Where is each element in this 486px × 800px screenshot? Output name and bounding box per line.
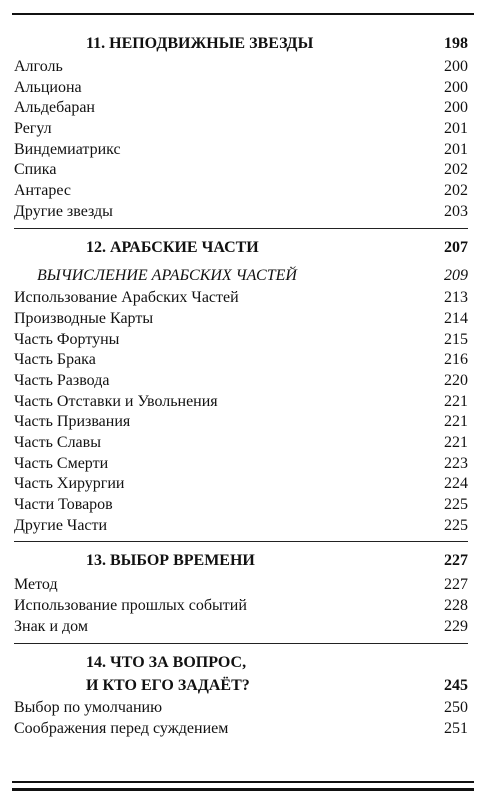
entry-title: Часть Фортуны bbox=[14, 331, 120, 348]
toc-entry[interactable] bbox=[14, 516, 468, 536]
entry-page: 214 bbox=[444, 310, 468, 327]
toc-entry[interactable] bbox=[14, 454, 468, 474]
entry-title: Алголь bbox=[14, 58, 63, 75]
section-page: 245 bbox=[444, 677, 468, 694]
top-rule bbox=[12, 13, 474, 15]
entry-page: 224 bbox=[444, 475, 468, 492]
entry-title: Другие Части bbox=[14, 517, 108, 534]
entry-page: 250 bbox=[444, 699, 468, 716]
toc-entry[interactable] bbox=[14, 330, 468, 350]
entry-title: Часть Смерти bbox=[14, 455, 109, 472]
section-title: 12. АРАБСКИЕ ЧАСТИ bbox=[86, 239, 259, 256]
toc-entry[interactable] bbox=[14, 160, 468, 180]
entry-title: Регул bbox=[14, 120, 52, 137]
entry-page: 200 bbox=[444, 79, 468, 96]
entry-page: 229 bbox=[444, 618, 468, 635]
entry-page: 223 bbox=[444, 455, 468, 472]
toc-entry[interactable] bbox=[14, 474, 468, 494]
toc-entry[interactable] bbox=[14, 596, 468, 616]
entry-page: 221 bbox=[444, 434, 468, 451]
section-divider bbox=[14, 541, 468, 542]
toc-entry[interactable] bbox=[14, 202, 468, 222]
section-page: 198 bbox=[444, 35, 468, 52]
entry-page: 200 bbox=[444, 58, 468, 75]
toc-entry[interactable] bbox=[14, 575, 468, 595]
section-title: 13. ВЫБОР ВРЕМЕНИ bbox=[86, 552, 255, 569]
section-heading-line2[interactable] bbox=[14, 676, 468, 696]
entry-title: Использование Арабских Частей bbox=[14, 289, 239, 306]
section-heading[interactable] bbox=[14, 34, 468, 54]
section-heading[interactable] bbox=[14, 551, 468, 571]
entry-title: Часть Отставки и Увольнения bbox=[14, 393, 218, 410]
entry-page: 220 bbox=[444, 372, 468, 389]
bottom-rule-thin bbox=[12, 781, 474, 783]
entry-title: Выбор по умолчанию bbox=[14, 699, 163, 716]
entry-page: 202 bbox=[444, 182, 468, 199]
entry-title: Часть Призвания bbox=[14, 413, 131, 430]
section-divider bbox=[14, 643, 468, 644]
entry-title: Альциона bbox=[14, 79, 82, 96]
entry-title: Знак и дом bbox=[14, 618, 88, 635]
toc-entry[interactable] bbox=[14, 495, 468, 515]
entry-title: Части Товаров bbox=[14, 496, 113, 513]
entry-page: 251 bbox=[444, 720, 468, 737]
toc-entry[interactable] bbox=[14, 78, 468, 98]
toc-subheading[interactable] bbox=[14, 266, 468, 286]
entry-title: Часть Брака bbox=[14, 351, 96, 368]
entry-page: 228 bbox=[444, 597, 468, 614]
toc-entry[interactable] bbox=[14, 698, 468, 718]
entry-page: 221 bbox=[444, 413, 468, 430]
entry-title: Часть Развода bbox=[14, 372, 110, 389]
subheading-title: ВЫЧИСЛЕНИЕ АРАБСКИХ ЧАСТЕЙ bbox=[37, 267, 297, 284]
entry-page: 201 bbox=[444, 120, 468, 137]
section-title: 11. НЕПОДВИЖНЫЕ ЗВЕЗДЫ bbox=[86, 35, 314, 52]
entry-title: Часть Хирургии bbox=[14, 475, 125, 492]
entry-page: 225 bbox=[444, 517, 468, 534]
entry-title: Антарес bbox=[14, 182, 72, 199]
entry-title: Использование прошлых событий bbox=[14, 597, 247, 614]
toc-entry[interactable] bbox=[14, 181, 468, 201]
section-page: 207 bbox=[444, 239, 468, 256]
toc-entry[interactable] bbox=[14, 350, 468, 370]
section-heading-line1[interactable] bbox=[14, 653, 468, 673]
entry-page: 225 bbox=[444, 496, 468, 513]
toc-entry[interactable] bbox=[14, 57, 468, 77]
entry-page: 201 bbox=[444, 141, 468, 158]
entry-page: 216 bbox=[444, 351, 468, 368]
toc-entry[interactable] bbox=[14, 140, 468, 160]
section-title-continued: И КТО ЕГО ЗАДАЁТ? bbox=[86, 677, 250, 694]
entry-title: Другие звезды bbox=[14, 203, 113, 220]
bottom-rule-thick bbox=[12, 788, 474, 791]
entry-page: 215 bbox=[444, 331, 468, 348]
toc-entry[interactable] bbox=[14, 371, 468, 391]
toc-entry[interactable] bbox=[14, 309, 468, 329]
entry-title: Альдебаран bbox=[14, 99, 95, 116]
entry-title: Виндемиатрикс bbox=[14, 141, 121, 158]
entry-page: 203 bbox=[444, 203, 468, 220]
entry-title: Производные Карты bbox=[14, 310, 154, 327]
toc-entry[interactable] bbox=[14, 433, 468, 453]
entry-title: Часть Славы bbox=[14, 434, 101, 451]
section-page: 227 bbox=[444, 552, 468, 569]
entry-title: Спика bbox=[14, 161, 57, 178]
toc-entry[interactable] bbox=[14, 98, 468, 118]
toc-entry[interactable] bbox=[14, 617, 468, 637]
section-heading[interactable] bbox=[14, 238, 468, 258]
subheading-page: 209 bbox=[444, 267, 468, 284]
entry-title: Соображения перед суждением bbox=[14, 720, 229, 737]
toc-entry[interactable] bbox=[14, 412, 468, 432]
entry-page: 213 bbox=[444, 289, 468, 306]
toc-entry[interactable] bbox=[14, 719, 468, 739]
entry-page: 221 bbox=[444, 393, 468, 410]
section-divider bbox=[14, 228, 468, 229]
toc-entry[interactable] bbox=[14, 288, 468, 308]
toc-entry[interactable] bbox=[14, 392, 468, 412]
entry-page: 202 bbox=[444, 161, 468, 178]
entry-page: 227 bbox=[444, 576, 468, 593]
toc-entry[interactable] bbox=[14, 119, 468, 139]
entry-page: 200 bbox=[444, 99, 468, 116]
entry-title: Метод bbox=[14, 576, 58, 593]
section-title: 14. ЧТО ЗА ВОПРОС, bbox=[86, 654, 247, 671]
